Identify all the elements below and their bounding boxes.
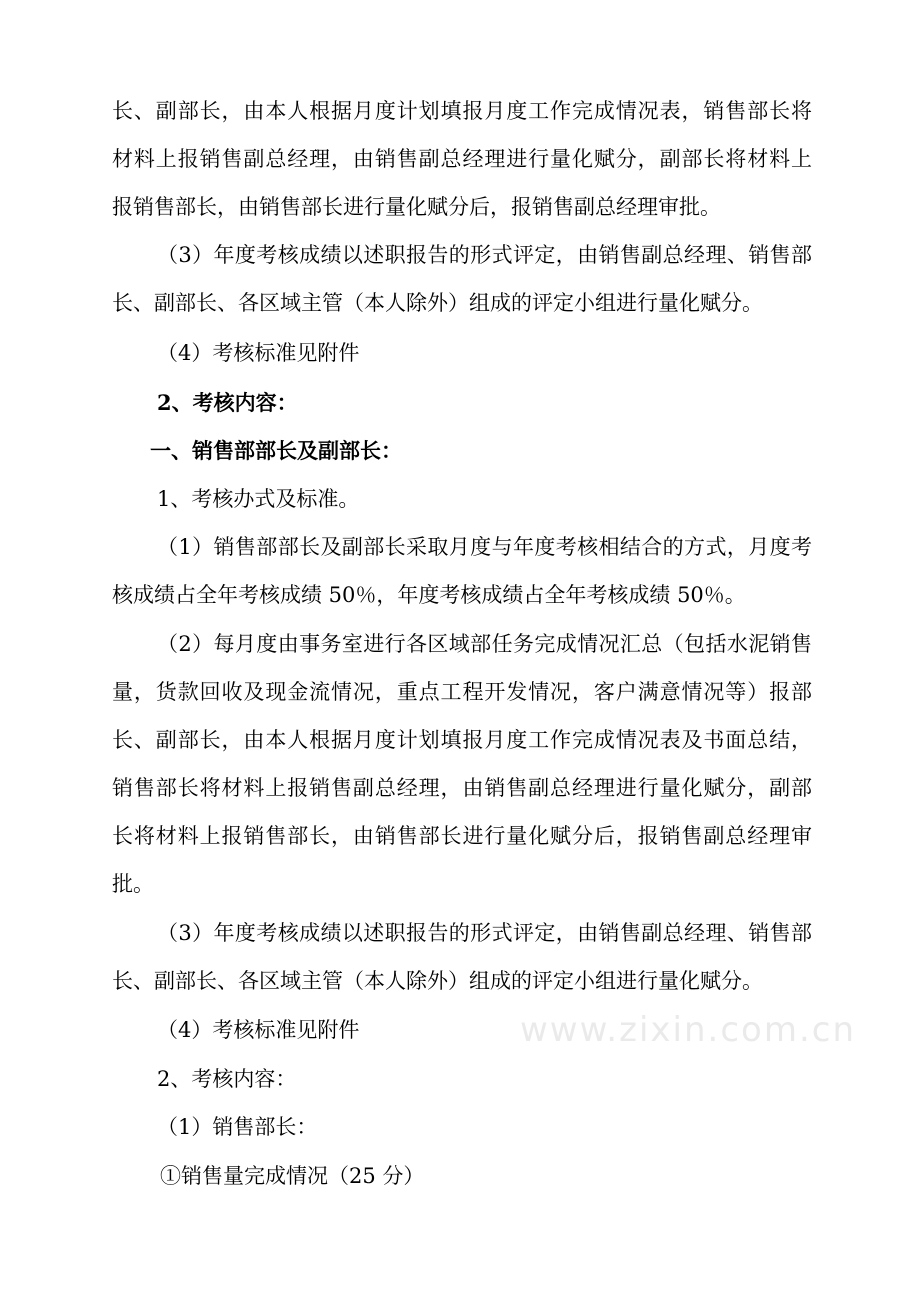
paragraph-line: （3）年度考核成绩以述职报告的形式评定，由销售副总经理、销售部 (157, 243, 812, 267)
paragraph-line: 长、副部长，由本人根据月度计划填报月度工作完成情况表及书面总结， (112, 728, 812, 752)
paragraph-line: （3）年度考核成绩以述职报告的形式评定，由销售副总经理、销售部 (157, 921, 812, 945)
paragraph-line: 报销售部长，由销售部长进行量化赋分后，报销售副总经理审批。 (112, 195, 721, 219)
paragraph-line: 销售部长将材料上报销售副总经理，由销售副总经理进行量化赋分，副部 (112, 776, 812, 800)
subsection-heading: 1、考核办式及标准。 (157, 487, 360, 511)
subsection-heading: （1）销售部长： (157, 1115, 318, 1139)
paragraph-line: 长、副部长、各区域主管（本人除外）组成的评定小组进行量化赋分。 (112, 291, 763, 315)
paragraph-line: （2）每月度由事务室进行各区域部任务完成情况汇总（包括水泥销售 (157, 632, 812, 656)
paragraph-line: 长、副部长、各区域主管（本人除外）组成的评定小组进行量化赋分。 (112, 969, 763, 993)
section-heading: 2、考核内容： (157, 390, 298, 415)
subsection-heading: 2、考核内容： (157, 1067, 297, 1091)
paragraph-line: （4）考核标准见附件 (157, 1018, 360, 1042)
paragraph-line: 量，货款回收及现金流情况，重点工程开发情况，客户满意情况等）报部 (112, 680, 812, 704)
paragraph-line: （4）考核标准见附件 (157, 341, 360, 365)
paragraph-line: 批。 (112, 872, 154, 896)
list-item: ①销售量完成情况（25 分） (160, 1164, 425, 1188)
paragraph-line: 核成绩占全年考核成绩 50％，年度考核成绩占全年考核成绩 50％。 (112, 583, 746, 607)
watermark: www.zixin.com.cn (520, 1010, 856, 1050)
paragraph-line: 长、副部长，由本人根据月度计划填报月度工作完成情况表，销售部长将 (112, 99, 812, 123)
paragraph-line: 长将材料上报销售部长，由销售部长进行量化赋分后，报销售副总经理审 (112, 824, 812, 848)
section-heading: 一、销售部部长及副部长： (150, 438, 402, 463)
paragraph-line: （1）销售部部长及副部长采取月度与年度考核相结合的方式，月度考 (157, 535, 812, 559)
paragraph-line: 材料上报销售副总经理，由销售副总经理进行量化赋分，副部长将材料上 (112, 147, 812, 171)
